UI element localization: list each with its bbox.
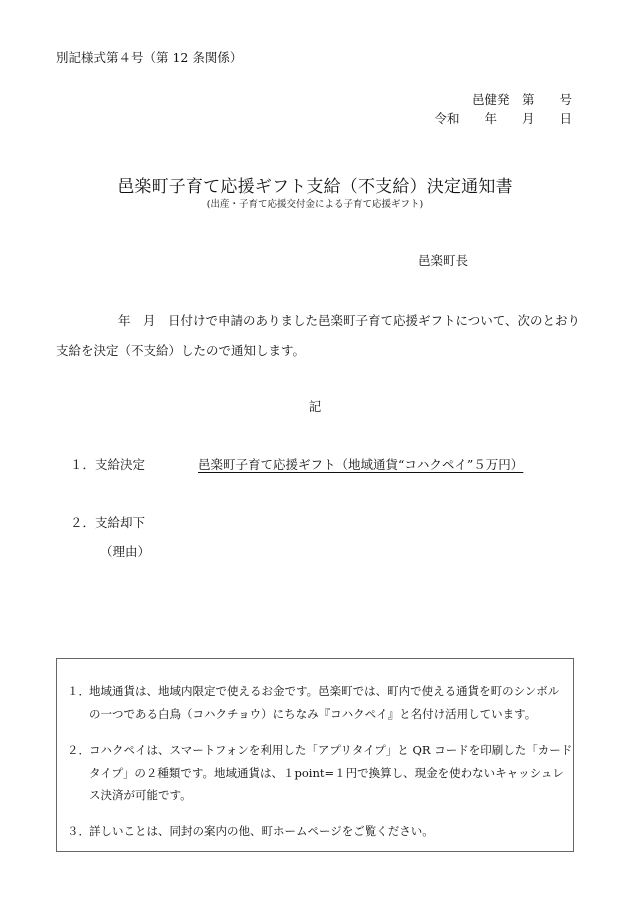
- item-approval-value: 邑楽町子育て応援ギフト（地域通貨“コハクペイ”５万円）: [198, 457, 524, 472]
- issuer: 邑楽町長: [418, 253, 469, 268]
- note-3-line-1: 詳しいことは、同封の案内の他、町ホームページをご覧ください。: [89, 824, 434, 838]
- document-subtitle: (出産・子育て応援交付金による子育て応援ギフト): [206, 199, 424, 210]
- form-label: 別記様式第４号（第 12 条関係）: [56, 50, 243, 65]
- notes-box: [56, 658, 574, 852]
- note-2-line-1: コハクペイは、スマートフォンを利用した「アプリタイプ」と QR コードを印刷した「カード: [89, 743, 573, 757]
- issue-date: 令和 年 月 日: [434, 111, 572, 126]
- document-title: 邑楽町子育て応援ギフト支給（不支給）決定通知書: [117, 177, 513, 197]
- note-1-number: １．: [67, 684, 90, 698]
- body-line-2: 支給を決定（不支給）したので通知します。: [56, 343, 306, 358]
- body-line-1: 年 月 日付けで申請のありました邑楽町子育て応援ギフトについて、次のとおり: [118, 313, 581, 328]
- note-3-number: ３．: [67, 824, 90, 838]
- reference-number: 邑健発 第 号: [471, 92, 572, 107]
- note-1-line-1: 地域通貨は、地域内限定で使えるお金です。邑楽町では、町内で使える通貨を町のシンボル: [89, 684, 560, 698]
- ki-heading: 記: [308, 399, 322, 414]
- note-2-line-2: タイプ」の２種類です。地域通貨は、１point=１円で換算し、現金を使わないキャッシュレ: [89, 766, 564, 780]
- item-approval-label: １．支給決定: [70, 457, 146, 472]
- note-2-number: ２．: [67, 743, 90, 757]
- note-1-line-2: の一つである白鳥（コハクチョウ）にちなみ『コハクペイ』と名付け活用しています。: [89, 707, 537, 721]
- note-2-line-3: ス決済が可能です。: [89, 788, 192, 802]
- item-rejection-label: ２．支給却下: [70, 515, 146, 530]
- rejection-reason-label: （理由）: [100, 544, 151, 559]
